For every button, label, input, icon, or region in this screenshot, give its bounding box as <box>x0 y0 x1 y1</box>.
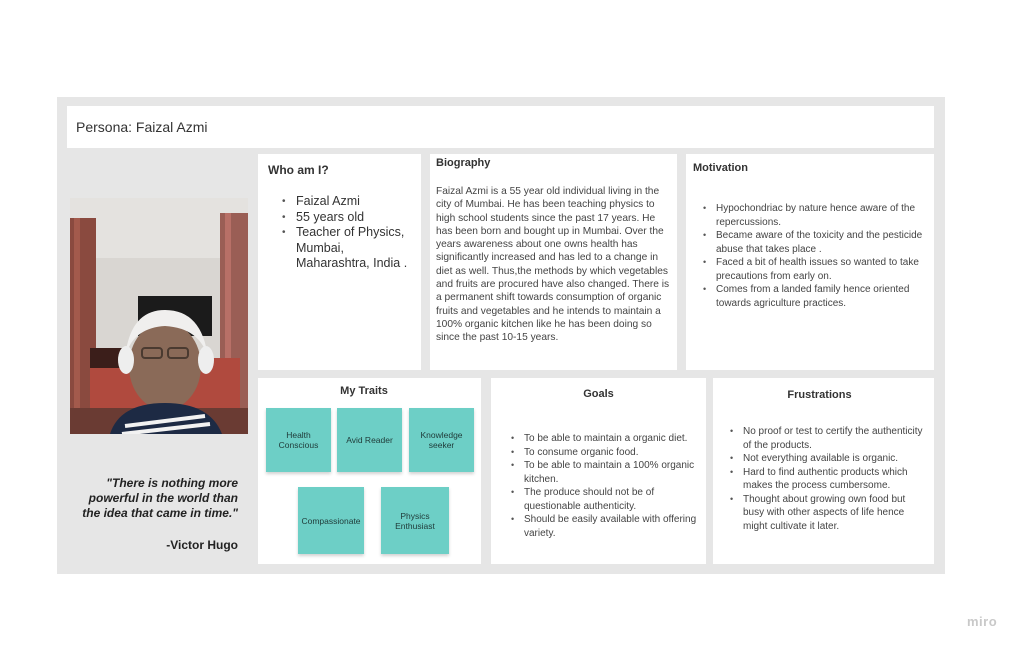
frustrations-card <box>713 378 934 564</box>
persona-photo <box>70 198 248 434</box>
list-item: • Hypochondriac by nature hence aware of the repercussions. <box>703 202 928 229</box>
list-item: • Should be easily available with offering variety. <box>511 513 701 540</box>
who-am-i-heading: Who am I? <box>268 163 329 177</box>
list-item: • Hard to find authentic products which makes the process cumbersome. <box>730 466 926 493</box>
sticky-note: Physics Enthusiast <box>381 487 449 554</box>
list-item: • Teacher of Physics, Mumbai, Maharashtra, India . <box>282 225 416 272</box>
title-bar <box>67 106 934 148</box>
goals-list <box>511 432 701 540</box>
motivation-heading: Motivation <box>693 162 748 174</box>
list-item: • Thought about growing own food but busy with other aspects of life hence might cultivate it later. <box>730 493 926 534</box>
biography-heading: Biography <box>436 157 491 169</box>
biography-text: Faizal Azmi is a 55 year old individual living in the city of Mumbai. He has been teaching physics to high school students since the past 17 years. He has been born and bought up in Mumbai. Over the years awareness about one owns health has significantly increased and has led to a change in diet as well. Thus,the methods by which vegetables and fruits are procured have also changed. There is a permanent shift towards consumption of organic fruits and vegetables and he intends to maintain a 100% organic kitchen like he has been doing so since the past 10-15 years. <box>436 186 670 344</box>
list-item: • Faced a bit of health issues so wanted to take precautions from early on. <box>703 256 928 283</box>
quote-author: -Victor Hugo <box>166 538 238 552</box>
list-item: • No proof or test to certify the authenticity of the products. <box>730 425 926 452</box>
who-am-i-card <box>258 154 421 370</box>
traits-heading: My Traits <box>340 385 388 397</box>
sticky-note: Compassionate <box>298 487 364 554</box>
page-title: Persona: Faizal Azmi <box>76 119 208 135</box>
sticky-note: Avid Reader <box>337 408 402 472</box>
goals-heading: Goals <box>583 388 614 400</box>
list-item: • To be able to maintain a organic diet. <box>511 432 701 446</box>
who-am-i-list <box>282 194 416 272</box>
list-item: • Comes from a landed family hence oriented towards agriculture practices. <box>703 283 928 310</box>
sticky-note: Knowledge seeker <box>409 408 474 472</box>
list-item: • 55 years old <box>282 210 416 226</box>
list-item: • To be able to maintain a 100% organic kitchen. <box>511 459 701 486</box>
motivation-list <box>703 202 928 310</box>
list-item: • Became aware of the toxicity and the pesticide abuse that takes place . <box>703 229 928 256</box>
frustrations-heading: Frustrations <box>787 389 852 401</box>
biography-card <box>430 154 677 370</box>
motivation-card <box>686 154 934 370</box>
list-item: • Not everything available is organic. <box>730 452 926 466</box>
list-item: • Faizal Azmi <box>282 194 416 210</box>
sticky-note: Health Conscious <box>266 408 331 472</box>
miro-logo: miro <box>967 614 998 629</box>
list-item: • The produce should not be of questionable authenticity. <box>511 486 701 513</box>
persona-photo-image <box>70 198 248 434</box>
goals-card <box>491 378 706 564</box>
frustrations-list <box>730 425 926 533</box>
persona-quote: "There is nothing more powerful in the world than the idea that came in time." <box>82 476 238 520</box>
list-item: • To consume organic food. <box>511 446 701 460</box>
